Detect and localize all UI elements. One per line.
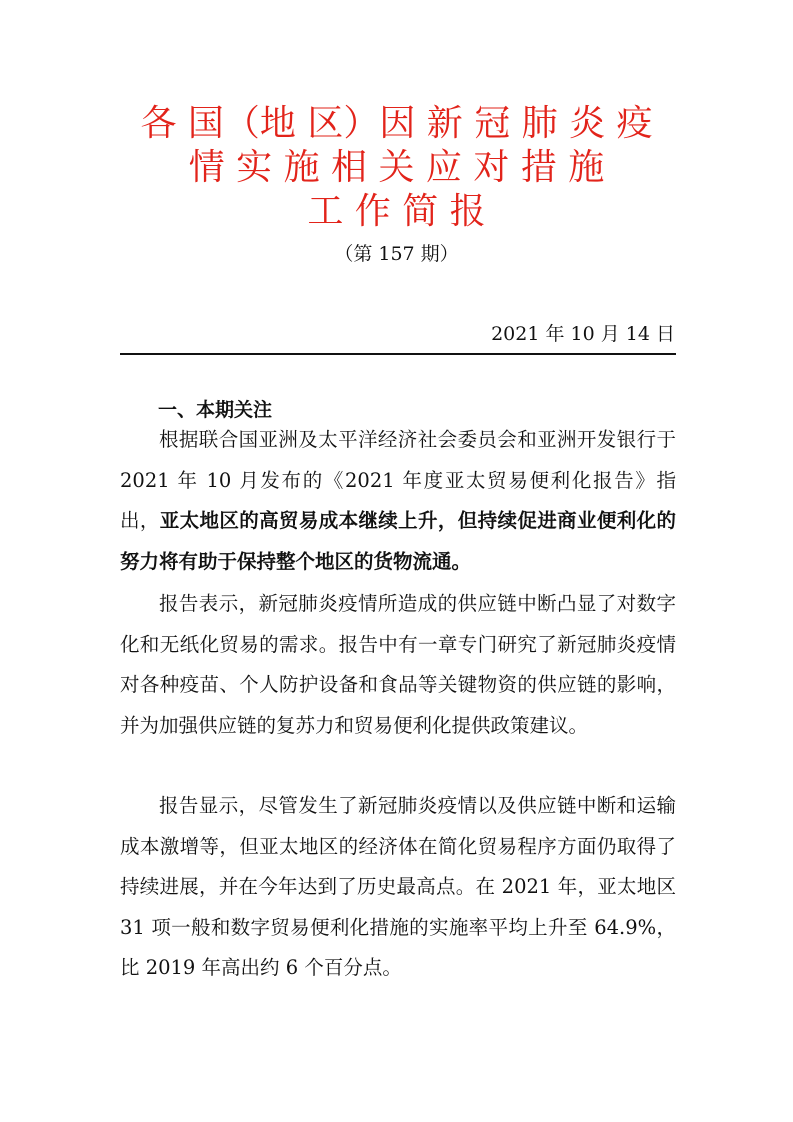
report-title-line-1: 各 国（地 区）因 新 冠 肺 炎 疫 [140, 103, 653, 144]
publication-date: 2021 年 10 月 14 日 [491, 323, 675, 345]
paragraph-1 [120, 420, 676, 582]
section-heading: 一、本期关注 [158, 399, 273, 421]
report-title-line-2: 情 实 施 相 关 应 对 措 施 [188, 147, 605, 188]
paragraph-1-text: 根据联合国亚洲及太平洋经济社会委员会和亚洲开发银行于 2021 年 10 月发布的《2021 年度亚太贸易便利化报告》指出， [120, 428, 676, 532]
header-divider [120, 353, 676, 355]
paragraph-1-bold-text: 亚太地区的高贸易成本继续上升，但持续促进商业便利化的努力将有助于保持整个地区的货物流通。 [120, 509, 676, 573]
paragraph-2: 报告表示，新冠肺炎疫情所造成的供应链中断凸显了对数字化和无纸化贸易的需求。报告中有一章专门研究了新冠肺炎疫情对各种疫苗、个人防护设备和食品等关键物资的供应链的影响，并为加强供应链的复苏力和贸易便利化提供政策建议。 [120, 592, 676, 737]
paragraph-3: 报告显示，尽管发生了新冠肺炎疫情以及供应链中断和运输成本激增等，但亚太地区的经济体在简化贸易程序方面仍取得了持续进展，并在今年达到了历史最高点。在 2021 年，亚太地区 31 项一般和数字贸易便利化措施的实施率平均上升至 64.9%，比 2019 年高出约 6 个百分点。 [120, 794, 676, 979]
issue-number: （第 157 期） [334, 243, 459, 265]
report-title-line-3: 工 作 简 报 [307, 191, 486, 232]
